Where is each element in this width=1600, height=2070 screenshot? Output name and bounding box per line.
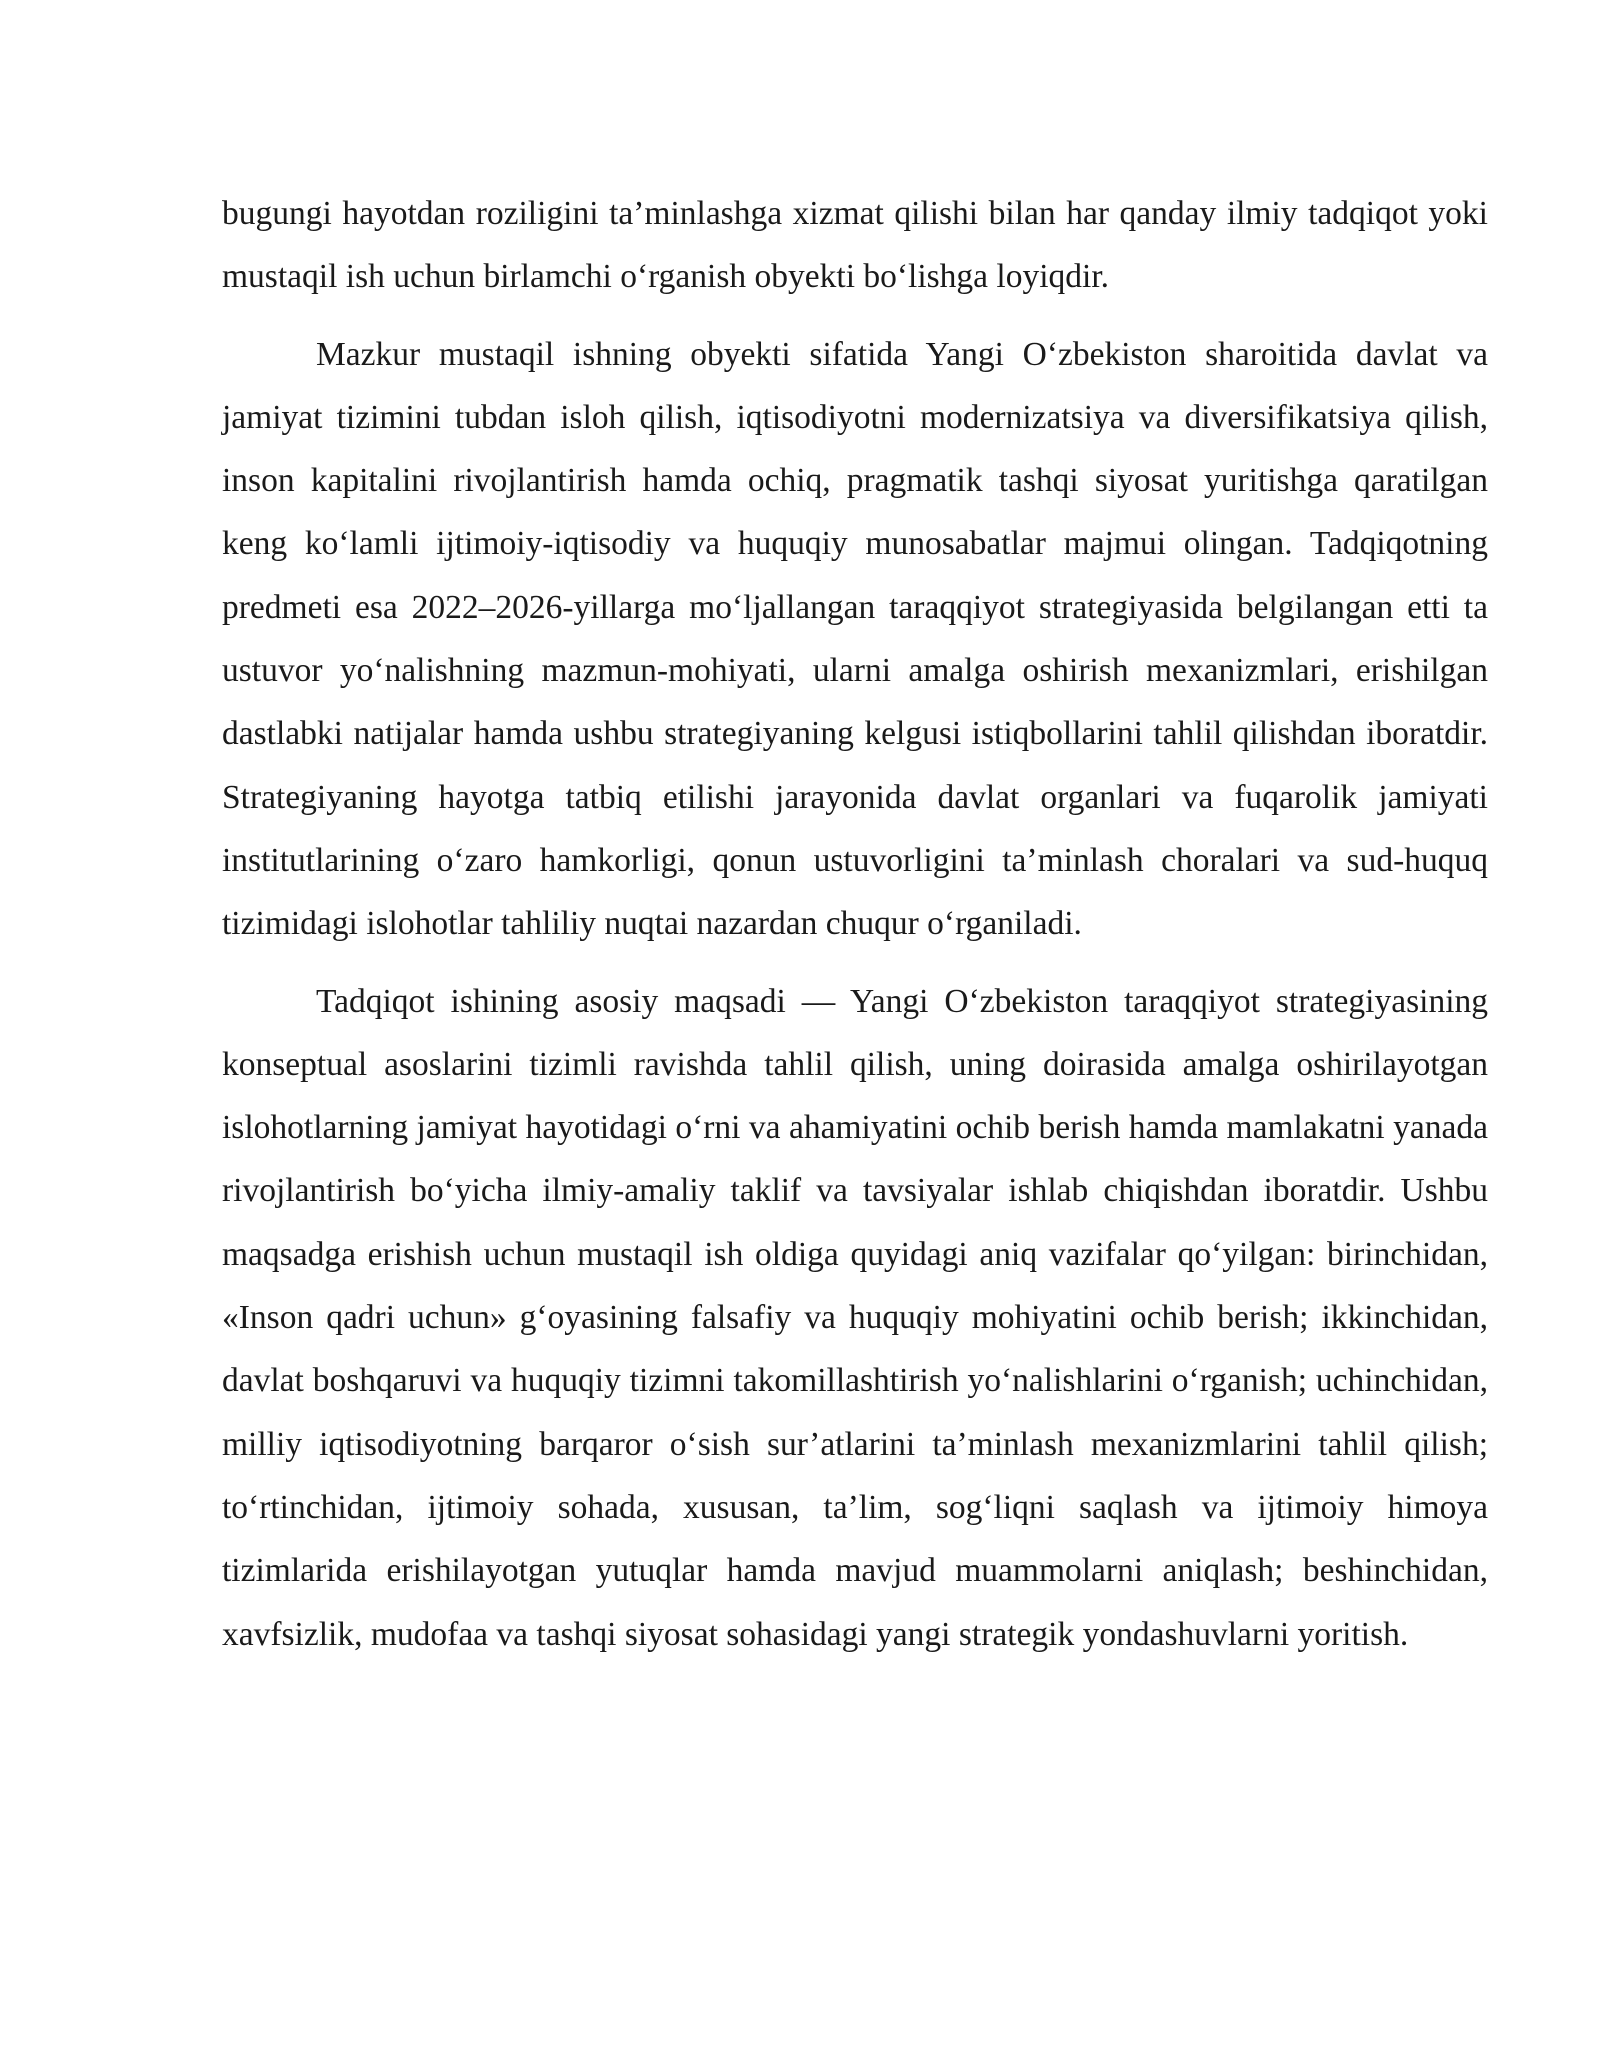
paragraph-goal-tasks: Tadqiqot ishining asosiy maqsadi — Yangi O‘zbekiston taraqqiyot strategiyasining konseptual asoslarini tizimli ravishda tahlil qilish, uning doirasida amalga oshirilayotgan islohotlarning jamiyat hayotidagi o‘rni va ahamiyatini ochib berish hamda mamlakatni yanada rivojlantirish bo‘yicha ilmiy-amaliy taklif va tavsiyalar ishlab chiqishdan iboratdir. Ushbu maqsadga erishish uchun mustaqil ish oldiga quyidagi aniq vazifalar qo‘yilgan: birinchidan, «Inson qadri uchun» g‘oyasining falsafiy va huquqiy mohiyatini ochib berish; ikkinchidan, davlat boshqaruvi va huquqiy tizimni takomillashtirish yo‘nalishlarini o‘rganish; uchinchidan, milliy iqtisodiyotning barqaror o‘sish sur’atlarini ta’minlash mexanizmlarini tahlil qilish; to‘rtinchidan, ijtimoiy sohada, xususan, ta’lim, sog‘liqni saqlash va ijtimoiy himoya tizimlarida erishilayotgan yutuqlar hamda mavjud muammolarni aniqlash; beshinchidan, xavfsizlik, mudofaa va tashqi siyosat sohasidagi yangi strategik yondashuvlarni yoritish. (222, 982, 1488, 1653)
paragraph-object-subject: Mazkur mustaqil ishning obyekti sifatida Yangi O‘zbekiston sharoitida davlat va jamiyat tizimini tubdan isloh qilish, iqtisodiyotni modernizatsiya va diversifikatsiya qilish, inson kapitalini rivojlantirish hamda ochiq, pragmatik tashqi siyosat yuritishga qaratilgan keng ko‘lamli ijtimoiy-iqtisodiy va huquqiy munosabatlar majmui olingan. Tadqiqotning predmeti esa 2022–2026-yillarga mo‘ljallangan taraqqiyot strategiyasida belgilangan etti ta ustuvor yo‘nalishning mazmun-mohiyati, ularni amalga oshirish mexanizmlari, erishilgan dastlabki natijalar hamda ushbu strategiyaning kelgusi istiqbollarini tahlil qilishdan iboratdir. Strategiyaning hayotga tatbiq etilishi jarayonida davlat organlari va fuqarolik jamiyati institutlarining o‘zaro hamkorligi, qonun ustuvorligini ta’minlash choralari va sud-huquq tizimidagi islohotlar tahliliy nuqtai nazardan chuqur o‘rganiladi. (222, 335, 1488, 943)
paragraph-continuation: bugungi hayotdan roziligini ta’minlashga xizmat qilishi bilan har qanday ilmiy tadqiqot yoki mustaqil ish uchun birlamchi o‘rganish obyekti bo‘lishga loyiqdir. (222, 195, 1488, 296)
body-text (222, 182, 1488, 1680)
